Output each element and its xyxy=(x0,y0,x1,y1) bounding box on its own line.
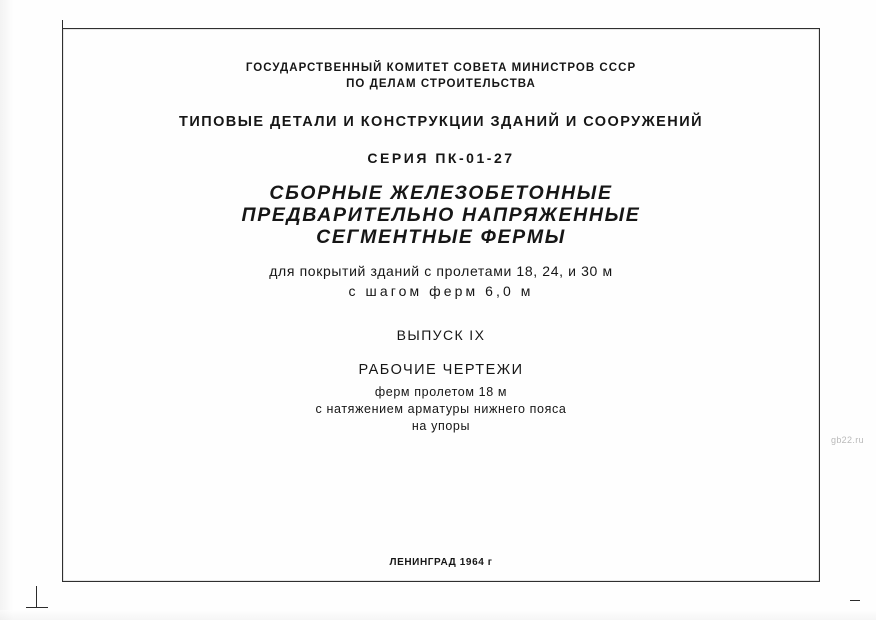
title-sheet-content xyxy=(63,29,819,581)
subtitle-line-2: с шагом ферм 6,0 м xyxy=(348,283,534,299)
scan-edge-bottom xyxy=(0,610,876,620)
registration-mark-right xyxy=(850,600,860,601)
series-kind: ТИПОВЫЕ ДЕТАЛИ И КОНСТРУКЦИИ ЗДАНИЙ И СООРУЖЕНИЙ xyxy=(179,114,703,130)
issue-number: ВЫПУСК IX xyxy=(396,327,486,343)
imprint: ЛЕНИНГРАД 1964 г xyxy=(389,557,493,568)
title-sheet-frame xyxy=(62,28,820,582)
document-title-line-3: СЕГМЕНТНЫЕ ФЕРМЫ xyxy=(316,226,566,248)
document-subtitle xyxy=(63,261,819,301)
description-line-2: с натяжением арматуры нижнего пояса xyxy=(315,402,567,416)
document-description xyxy=(63,384,819,435)
document-title-line-1: СБОРНЫЕ ЖЕЛЕЗОБЕТОННЫЕ xyxy=(269,182,613,204)
subtitle-line-1: для покрытий зданий с пролетами 18, 24, и 30 м xyxy=(269,263,613,279)
document-title xyxy=(63,182,819,248)
watermark: gb22.ru xyxy=(830,435,864,445)
organization-line-1: ГОСУДАРСТВЕННЫЙ КОМИТЕТ СОВЕТА МИНИСТРОВ СССР xyxy=(245,62,637,74)
series-number: СЕРИЯ ПК-01-27 xyxy=(367,150,515,166)
organization-line-2: ПО ДЕЛАМ СТРОИТЕЛЬСТВА xyxy=(346,78,536,90)
document-title-line-2: ПРЕДВАРИТЕЛЬНО НАПРЯЖЕННЫЕ xyxy=(241,204,641,226)
description-line-3: на упоры xyxy=(411,419,471,433)
scan-edge-left xyxy=(0,0,14,620)
description-line-1: ферм пролетом 18 м xyxy=(374,385,508,399)
registration-mark-bottom-vertical xyxy=(36,586,37,608)
registration-mark-bottom-horizontal xyxy=(26,607,48,608)
section-title: РАБОЧИЕ ЧЕРТЕЖИ xyxy=(358,362,524,378)
